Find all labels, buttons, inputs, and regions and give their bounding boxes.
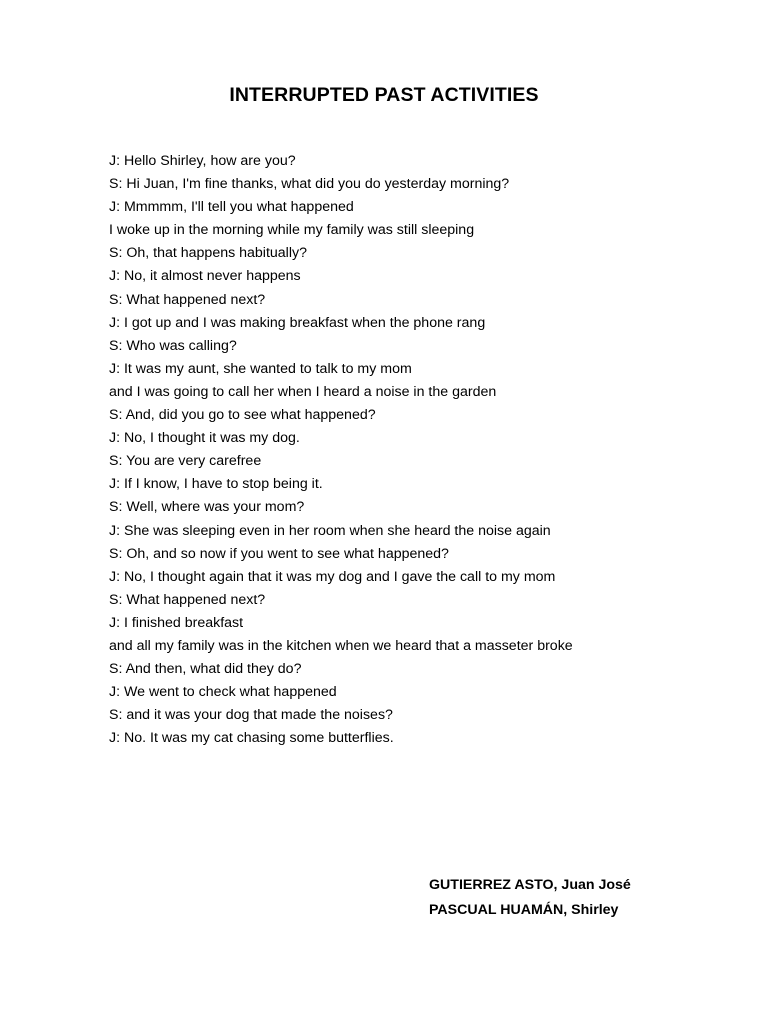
dialogue-line: S: Oh, and so now if you went to see what happened? — [109, 545, 449, 562]
dialogue-line: J: It was my aunt, she wanted to talk to my mom — [109, 360, 412, 377]
dialogue-line: J: No, I thought again that it was my dog and I gave the call to my mom — [109, 568, 556, 585]
document-title: INTERRUPTED PAST ACTIVITIES — [229, 84, 539, 106]
dialogue-line: S: You are very carefree — [109, 453, 262, 470]
dialogue-line: J: No, it almost never happens — [109, 268, 301, 285]
dialogue-line: S: And, did you go to see what happened? — [109, 407, 376, 424]
dialogue-line: S: Who was calling? — [109, 337, 237, 354]
dialogue-line: J: Mmmmm, I'll tell you what happened — [109, 199, 354, 216]
dialogue-line: J: No, I thought it was my dog. — [109, 430, 300, 447]
dialogue-line: J: No. It was my cat chasing some butterflies. — [109, 730, 394, 747]
dialogue-line: J: We went to check what happened — [109, 684, 337, 701]
author-name: PASCUAL HUAMÁN, Shirley — [429, 902, 619, 918]
dialogue-line: and I was going to call her when I heard a noise in the garden — [109, 383, 497, 400]
author-name: GUTIERREZ ASTO, Juan José — [429, 877, 631, 893]
dialogue-line: J: Hello Shirley, how are you? — [109, 153, 296, 169]
dialogue-list — [109, 150, 573, 750]
dialogue-line: and all my family was in the kitchen when we heard that a masseter broke — [109, 637, 573, 654]
dialogue-line: S: What happened next? — [109, 591, 266, 608]
dialogue-line: S: What happened next? — [109, 291, 266, 308]
dialogue-line: S: And then, what did they do? — [109, 661, 302, 678]
dialogue-line: S: Well, where was your mom? — [109, 499, 305, 516]
dialogue-line: J: I finished breakfast — [109, 614, 244, 631]
dialogue-line: J: I got up and I was making breakfast when the phone rang — [109, 314, 486, 331]
author-list — [429, 873, 631, 923]
dialogue-line: J: She was sleeping even in her room when she heard the noise again — [109, 522, 551, 539]
dialogue-line: S: Oh, that happens habitually? — [109, 245, 307, 262]
dialogue-line: I woke up in the morning while my family was still sleeping — [109, 222, 475, 239]
dialogue-line: S: Hi Juan, I'm fine thanks, what did you do yesterday morning? — [109, 176, 510, 193]
dialogue-line: S: and it was your dog that made the noises? — [109, 707, 393, 724]
dialogue-line: J: If I know, I have to stop being it. — [109, 476, 323, 493]
